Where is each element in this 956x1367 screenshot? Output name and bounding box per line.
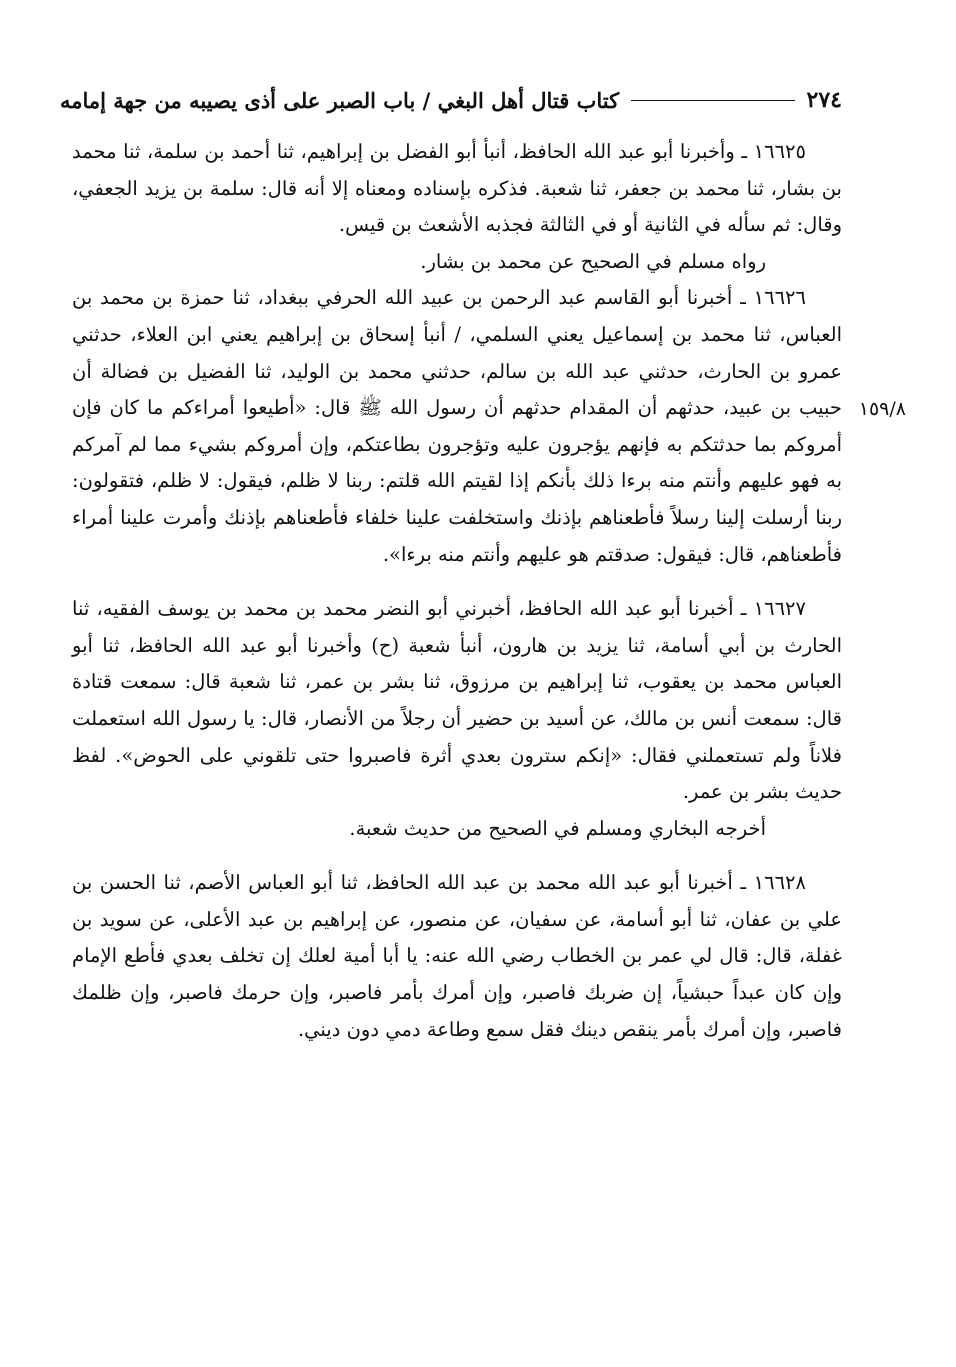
margin-volume-page-reference: ١٥٩/٨ (858, 398, 906, 420)
citation-bukhari-muslim: أخرجه البخاري ومسلم في الصحيح من حديث شعبة. (349, 816, 766, 840)
running-header (60, 80, 842, 120)
hadith-16626: ١٦٦٢٦ ـ أخبرنا أبو القاسم عبد الرحمن بن عبيد الله الحرفي ببغداد، ثنا حمزة بن محمد بن العباس، ثنا محمد بن إسماعيل يعني السلمي، / أنبأ إسحاق بن إبراهيم يعني ابن العلاء، حدثني عمرو بن الحارث، حدثني عبد الله بن سالم، حدثني محمد بن الوليد، ثنا الفضيل بن فضالة أن حبيب بن عبيد، حدثهم أن المقدام حدثهم أن رسول الله ﷺ قال: «أطيعوا أمراءكم ما كان فإن أمروكم بما حدثتكم به فإنهم يؤجرون عليه وتؤجرون بطاعتكم، وإن أمروكم بشيء مما لم آمركم به فهو عليهم وأنتم منه برءا ذلك بأنكم إذا لقيتم الله قلتم: ربنا لا ظلم، فيقول: لا ظلم، فتقولون: ربنا أرسلت إلينا رسلاً فأطعناهم بإذنك واستخلفت علينا خلفاء فأطعناهم بإذنك وأمرت علينا أمراء فأطعناهم، قال: فيقول: صدقتم هو عليهم وأنتم منه برءا». (72, 286, 842, 566)
hadith-16625: ١٦٦٢٥ ـ وأخبرنا أبو عبد الله الحافظ، أنبأ أبو الفضل بن إبراهيم، ثنا أحمد بن سلمة، ثنا محمد بن بشار، ثنا محمد بن جعفر، ثنا شعبة. فذكره بإسناده ومعناه إلا أنه قال: سلمة بن يزيد الجعفي، وقال: ثم سأله في الثانية أو في الثالثة فجذبه الأشعث بن قيس. (72, 140, 842, 237)
page-body (72, 134, 842, 1048)
header-rule (631, 100, 794, 101)
citation-muslim: رواه مسلم في الصحيح عن محمد بن بشار. (420, 249, 766, 273)
hadith-16628: ١٦٦٢٨ ـ أخبرنا أبو عبد الله محمد بن عبد الله الحافظ، ثنا أبو العباس الأصم، ثنا الحسن بن علي بن عفان، ثنا أبو أسامة، عن سفيان، عن منصور، عن إبراهيم بن عبد الأعلى، عن سويد بن غفلة، قال: قال لي عمر بن الخطاب رضي الله عنه: يا أبا أمية لعلك إن تخلف بعدي فأطع الإمام وإن كان عبداً حبشياً، إن ضربك فاصبر، وإن أمرك بأمر فاصبر، وإن حرمك فاصبر، وإن ظلمك فاصبر، وإن أمرك بأمر ينقص دينك فقل سمع وطاعة دمي دون ديني. (72, 871, 842, 1041)
running-title: كتاب قتال أهل البغي / باب الصبر على أذى يصيبه من جهة إمامه (60, 87, 620, 113)
page-number: ٢٧٤ (806, 87, 842, 113)
hadith-16627: ١٦٦٢٧ ـ أخبرنا أبو عبد الله الحافظ، أخبرني أبو النضر محمد بن محمد بن يوسف الفقيه، ثنا الحارث بن أبي أسامة، ثنا يزيد بن هارون، أنبأ شعبة (ح) وأخبرنا أبو عبد الله الحافظ، ثنا أبو العباس محمد بن يعقوب، ثنا إبراهيم بن مرزوق، ثنا بشر بن عمر، ثنا شعبة قال: سمعت قتادة قال: سمعت أنس بن مالك، عن أسيد بن حضير أن رجلاً من الأنصار، قال: يا رسول الله استعملت فلاناً ولم تستعملني فقال: «إنكم سترون بعدي أثرة فاصبروا حتى تلقوني على الحوض». لفظ حديث بشر بن عمر. (72, 597, 842, 804)
